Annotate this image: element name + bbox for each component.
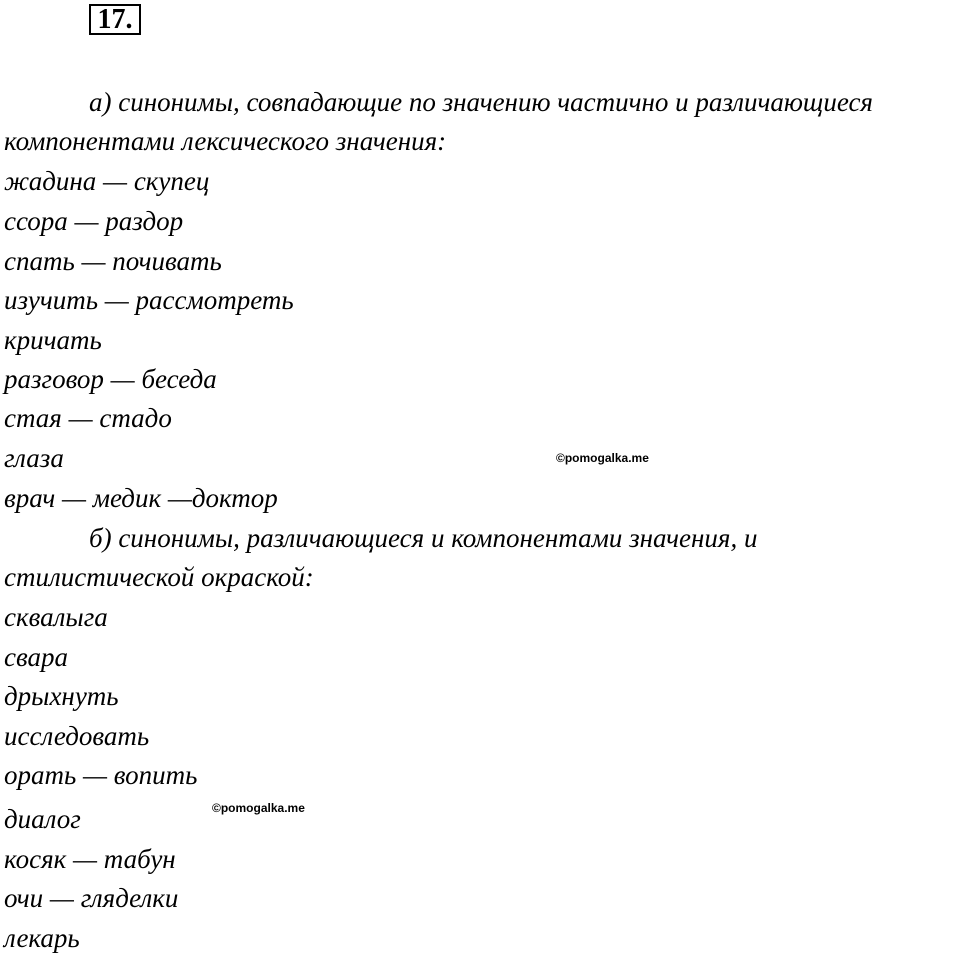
watermark-text: ©pomogalka.me — [556, 451, 649, 465]
section-b-item: очи — гляделки — [4, 883, 179, 913]
section-a-item: разговор — беседа — [4, 364, 217, 394]
section-a-heading-line2: компонентами лексического значения: — [4, 126, 447, 156]
section-a-item: жадина — скупец — [4, 166, 210, 196]
section-b-item: дрыхнуть — [4, 681, 119, 711]
section-a-item: врач — медик —доктор — [4, 483, 278, 513]
section-b-item: сквалыга — [4, 602, 108, 632]
section-b-item: диалог — [4, 804, 81, 834]
section-a-item: стая — стадо — [4, 403, 172, 433]
section-b-item: свара — [4, 642, 69, 672]
section-a-heading-line1: а) синонимы, совпадающие по значению частично и различающиеся — [89, 87, 873, 117]
watermark-text: ©pomogalka.me — [212, 801, 305, 815]
section-b-item: лекарь — [4, 923, 80, 953]
section-b-heading-line2: стилистической окраской: — [4, 562, 314, 592]
section-a-item: ссора — раздор — [4, 206, 184, 236]
section-b-item: косяк — табун — [4, 844, 176, 874]
section-a-item: глаза — [4, 443, 64, 473]
section-a-item: спать — почивать — [4, 246, 222, 276]
section-b-item: орать — вопить — [4, 760, 198, 790]
section-a-item: кричать — [4, 325, 102, 355]
task-number-box: 17. — [89, 4, 141, 35]
section-a-item: изучить — рассмотреть — [4, 285, 294, 315]
section-b-item: исследовать — [4, 721, 150, 751]
section-b-heading-line1: б) синонимы, различающиеся и компонентами значения, и — [89, 523, 758, 553]
